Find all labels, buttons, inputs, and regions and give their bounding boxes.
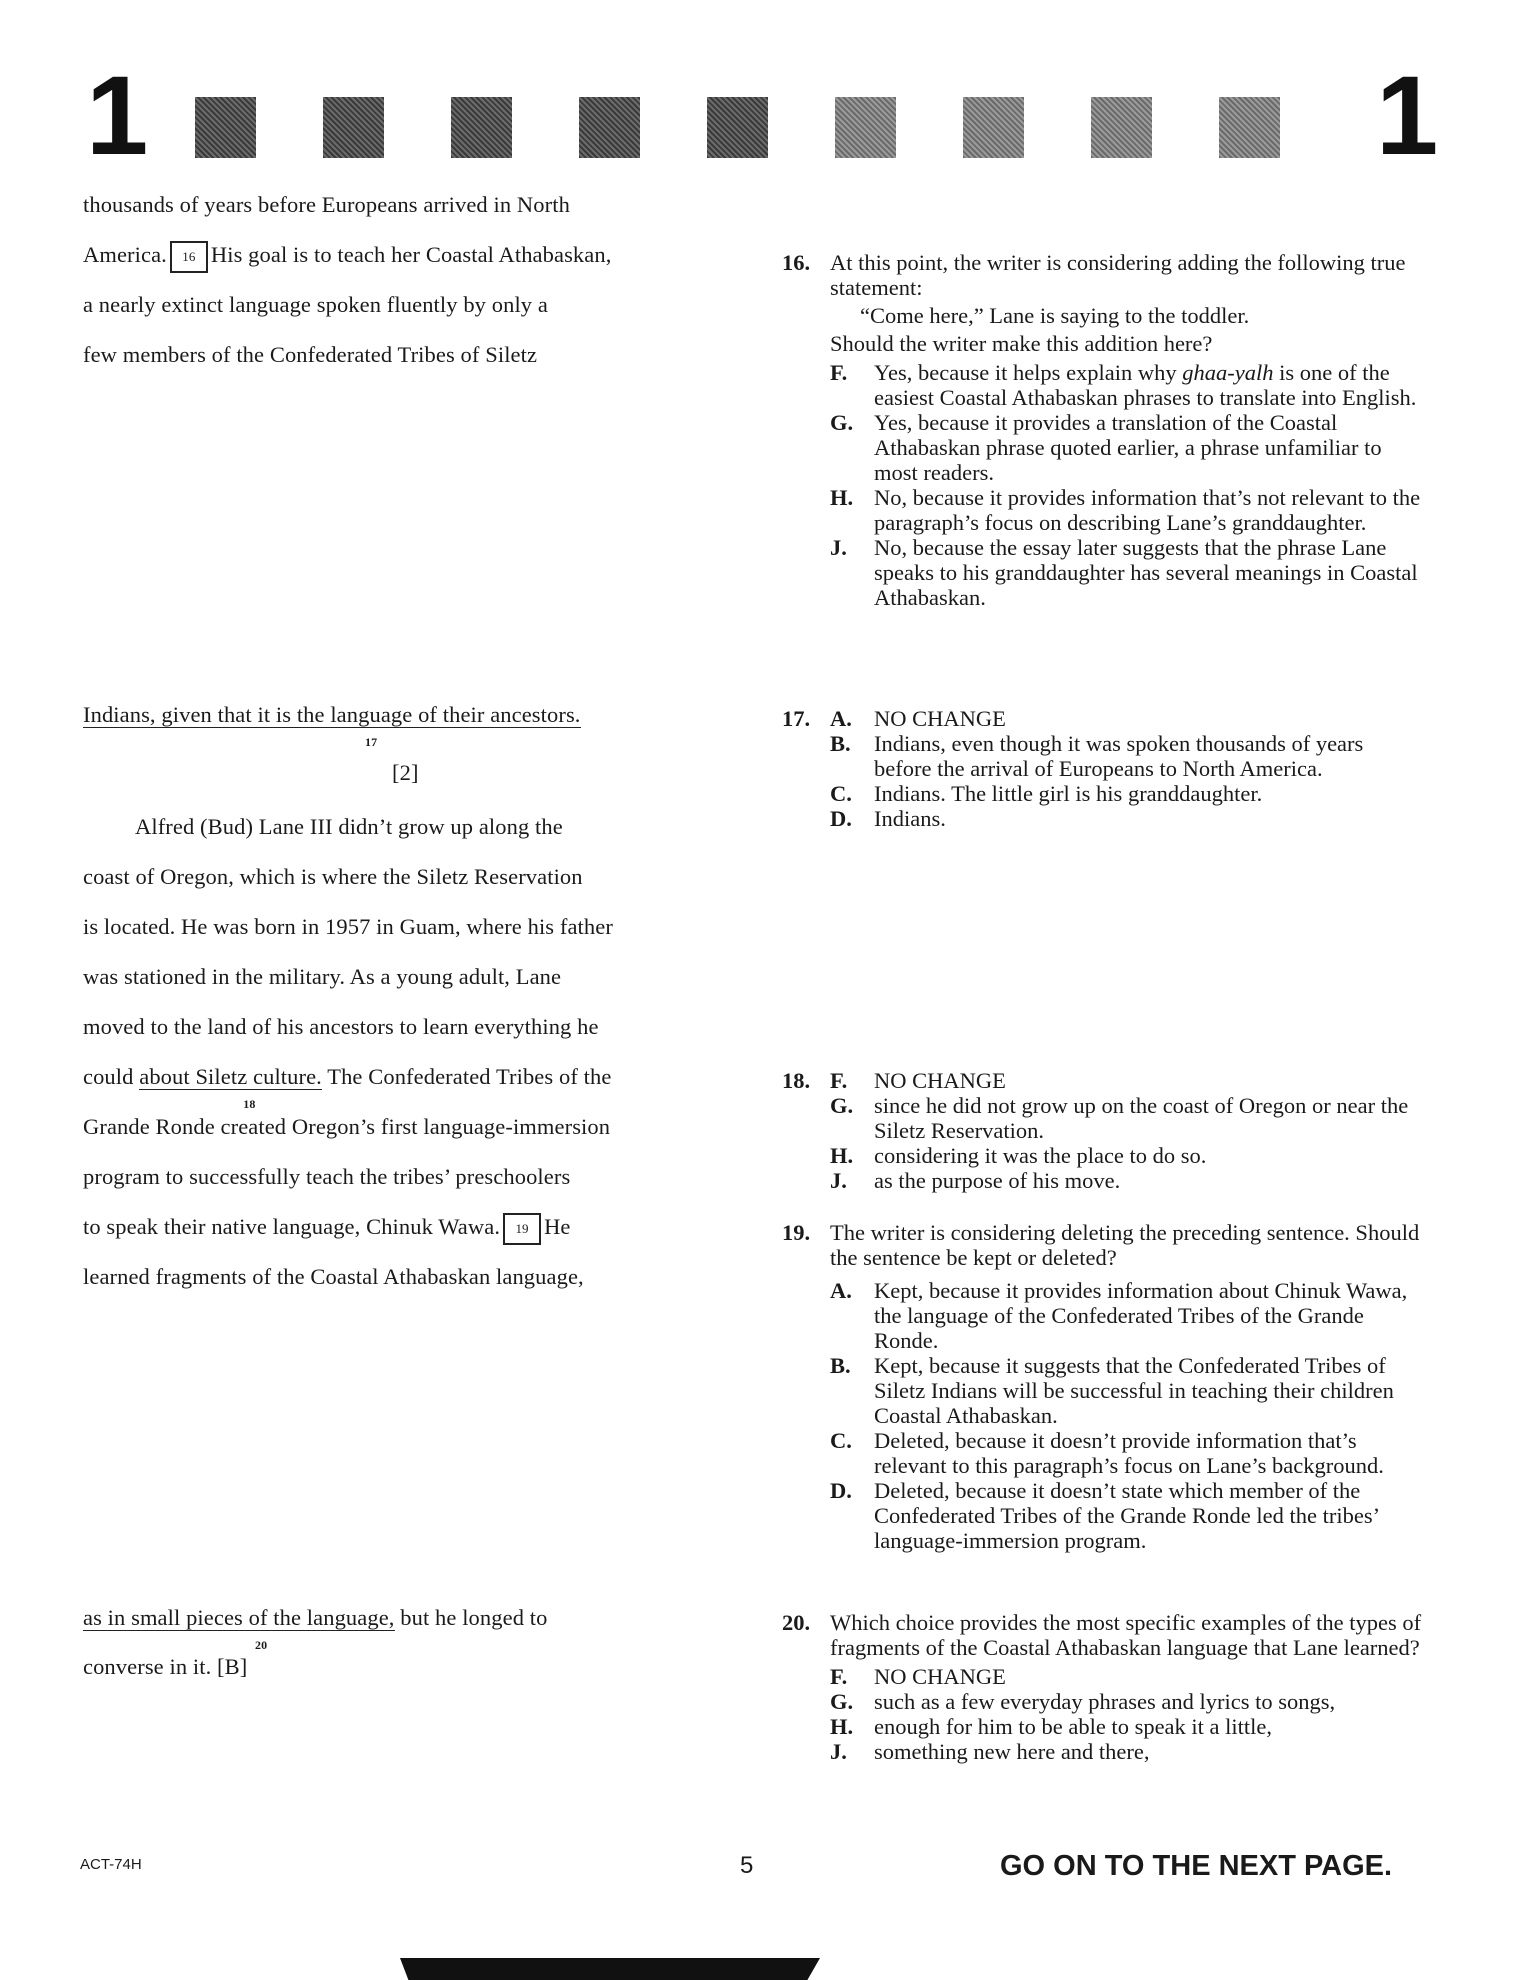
underline-number-18: 18 <box>243 1097 256 1111</box>
question-19 <box>782 1220 1422 1553</box>
marker-square <box>195 97 256 158</box>
answer-option-g[interactable]: G. Yes, because it provides a translation of the Coastal Athabaskan phrase quoted earlier, a phrase unfamiliar to most readers. <box>830 410 1382 485</box>
underlined-portion-20[interactable] <box>83 1605 395 1652</box>
passage-text: few members of the Confederated Tribes of Siletz <box>83 342 538 367</box>
question-16 <box>782 250 1422 610</box>
passage-line <box>83 190 723 220</box>
passage-text: America. <box>83 242 167 267</box>
marker-square <box>707 97 768 158</box>
answer-option-d[interactable]: D. Deleted, because it doesn’t state which member of the Confederated Tribes of the Grande Ronde led the tribes’ language-immersion program. <box>830 1478 1379 1553</box>
answer-option-g[interactable]: G. such as a few everyday phrases and lyrics to songs, <box>830 1689 1336 1714</box>
quoted-statement: “Come here,” Lane is saying to the toddler. <box>860 303 1250 328</box>
passage-line <box>83 700 723 749</box>
answer-option-h[interactable]: H. enough for him to be able to speak it a little, <box>830 1714 1273 1739</box>
next-page-instruction: GO ON TO THE NEXT PAGE. <box>1000 1850 1393 1882</box>
question-stem: At this point, the writer is considering adding the following true statement: <box>830 250 1406 300</box>
question-number: 18. <box>782 1068 811 1093</box>
question-number: 16. <box>782 250 811 275</box>
passage-line <box>83 340 723 370</box>
answer-option-j[interactable]: J. No, because the essay later suggests that the phrase Lane speaks to his granddaughter has several meanings in Coastal Athabaskan. <box>830 535 1418 610</box>
underline-number-17: 17 <box>365 735 378 749</box>
passage-text: is located. He was born in 1957 in Guam, where his father <box>83 914 613 939</box>
answer-option-h[interactable]: H. considering it was the place to do so. <box>830 1143 1207 1168</box>
answer-option-a[interactable]: A. Kept, because it provides information about Chinuk Wawa, the language of the Confederated Tribes of the Grande Ronde. <box>830 1278 1408 1353</box>
passage-line <box>83 240 723 273</box>
marker-square <box>835 97 896 158</box>
scan-artifact-bar <box>400 1958 820 1980</box>
passage-text: learned fragments of the Coastal Athabaskan language, <box>83 1264 584 1289</box>
question-17 <box>782 706 1422 831</box>
marker-square <box>579 97 640 158</box>
passage-text: about Siletz culture. <box>139 1064 322 1089</box>
marker-square <box>1219 97 1280 158</box>
passage-text: The Confederated Tribes of the <box>327 1064 612 1089</box>
passage-text: to speak their native language, Chinuk Wawa. <box>83 1214 501 1239</box>
answer-option-c[interactable]: C. Deleted, because it doesn’t provide information that’s relevant to this paragraph’s focus on Lane’s background. <box>830 1428 1384 1478</box>
passage-text: as in small pieces of the language, <box>83 1605 395 1630</box>
answer-option-g[interactable]: G. since he did not grow up on the coast of Oregon or near the Siletz Reservation. <box>830 1093 1409 1143</box>
passage-text: Alfred (Bud) Lane III didn’t grow up along the <box>135 814 563 839</box>
marker-square <box>451 97 512 158</box>
answer-option-f[interactable]: F. NO CHANGE <box>830 1068 1006 1093</box>
marker-square <box>323 97 384 158</box>
answer-option-h[interactable]: H. No, because it provides information that’s not relevant to the paragraph’s focus on describing Lane’s granddaughter. <box>830 485 1421 535</box>
question-box-16[interactable]: 16 <box>170 241 208 273</box>
answer-option-a[interactable]: A. NO CHANGE <box>830 706 1006 731</box>
passage-text: His goal is to teach her Coastal Athabaskan, <box>210 242 612 267</box>
passage-text: could <box>83 1064 134 1089</box>
marker-square <box>1091 97 1152 158</box>
page-number: 5 <box>740 1852 754 1879</box>
section-marker-bar <box>195 97 1280 159</box>
answer-option-b[interactable]: B. Kept, because it suggests that the Confederated Tribes of Siletz Indians will be successful in teaching their children Coastal Athabaskan. <box>830 1353 1394 1428</box>
section-number-left: 1 <box>86 53 149 178</box>
passage-text: a nearly extinct language spoken fluently by only a <box>83 292 548 317</box>
passage-text: moved to the land of his ancestors to learn everything he <box>83 1014 599 1039</box>
underlined-portion-17[interactable] <box>83 702 581 749</box>
passage-text: program to successfully teach the tribes’ preschoolers <box>83 1164 571 1189</box>
passage-text: Grande Ronde created Oregon’s first language-immersion <box>83 1114 611 1139</box>
question-ask: Should the writer make this addition here? <box>830 331 1213 356</box>
passage-text: converse in it. [B] <box>83 1654 248 1679</box>
question-18 <box>782 1068 1422 1193</box>
answer-option-d[interactable]: D. Indians. <box>830 806 946 831</box>
answer-option-f[interactable]: F. Yes, because it helps explain why ghaa-yalh is one of the easiest Coastal Athabaskan phrases to translate into English. <box>830 360 1417 410</box>
question-box-19[interactable]: 19 <box>503 1213 541 1245</box>
underlined-portion-18[interactable] <box>139 1064 322 1111</box>
underline-number-20: 20 <box>255 1638 268 1652</box>
passage-text: Indians, given that it is the language of their ancestors. <box>83 702 581 727</box>
passage-text: was stationed in the military. As a young adult, Lane <box>83 964 562 989</box>
passage-line <box>83 290 723 320</box>
answer-option-j[interactable]: J. as the purpose of his move. <box>830 1168 1121 1193</box>
answer-option-c[interactable]: C. Indians. The little girl is his granddaughter. <box>830 781 1263 806</box>
question-stem: The writer is considering deleting the preceding sentence. Should the sentence be kept or deleted? <box>830 1220 1420 1270</box>
answer-option-b[interactable]: B. Indians, even though it was spoken thousands of years before the arrival of Europeans to North America. <box>830 731 1364 781</box>
question-number: 17. <box>782 706 811 731</box>
marker-square <box>963 97 1024 158</box>
passage-text: coast of Oregon, which is where the Siletz Reservation <box>83 864 583 889</box>
passage-text: thousands of years before Europeans arrived in North <box>83 192 570 217</box>
paragraph-label: [2] <box>392 760 419 785</box>
answer-option-f[interactable]: F. NO CHANGE <box>830 1664 1006 1689</box>
passage-text: but he longed to <box>400 1605 548 1630</box>
question-20 <box>782 1610 1422 1764</box>
question-number: 20. <box>782 1610 811 1635</box>
passage-text: He <box>544 1214 571 1239</box>
test-code: ACT-74H <box>80 1856 142 1873</box>
question-number: 19. <box>782 1220 811 1245</box>
question-stem: Which choice provides the most specific examples of the types of fragments of the Coastal Athabaskan language that Lane learned? <box>830 1610 1422 1660</box>
section-number-right: 1 <box>1376 53 1439 178</box>
answer-option-j[interactable]: J. something new here and there, <box>830 1739 1150 1764</box>
